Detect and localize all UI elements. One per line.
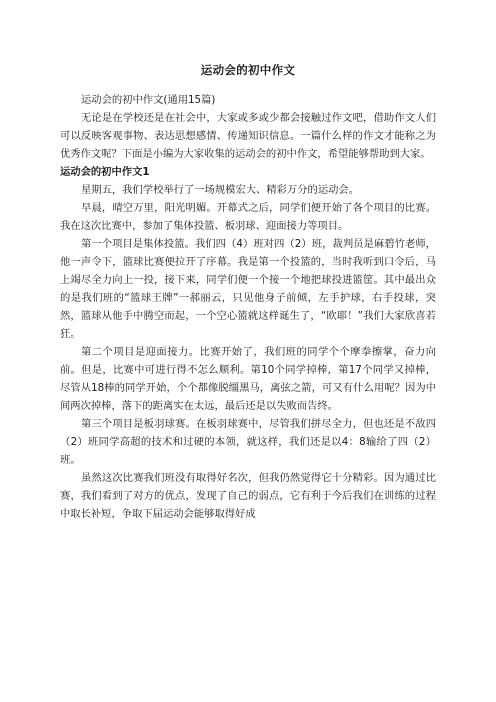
document-title: 运动会的初中作文 (200, 63, 296, 77)
body-paragraph: 星期五，我们学校举行了一场规模宏大、精彩万分的运动会。 (81, 184, 360, 196)
intro-paragraph: 无论是在学校还是在社会中，大家或多或少都会接触过作文吧，借助作文人们可以反映客观事物、表达思想感情、传递知识信息。一篇什么样的作文才能称之为优秀作文呢？下面是小编为大家收集的运动会的初中作文，希望能够帮助到大家。 (60, 112, 436, 160)
document-page (60, 0, 436, 523)
body-paragraph: 第三个项目是板羽球赛。在板羽球赛中，尽管我们拼尽全力，但也还是不敌四（2）班同学高超的技术和过硬的本领，就这样，我们还是以4：8输给了四（2）班。 (60, 418, 436, 466)
body-paragraph: 虽然这次比赛我们班没有取得好名次，但我仍然觉得它十分精彩。因为通过比赛，我们看到了对方的优点，发现了自己的弱点，它有利于今后我们在训练的过程中取长补短，争取下届运动会能够取得好成 (60, 472, 436, 520)
body-paragraph: 第一个项目是集体投篮。我们四（4）班对四（2）班，裁判员是麻碧竹老师，他一声令下，篮球比赛便拉开了序幕。我是第一个投篮的，当时我听到口令后，马上竭尽全力向上一投，接下来，同学们便一个接一个地把球投进篮筐。其中最出众的是我们班的“篮球王牌”一郝丽云，只见他身子前倾，左手护球，右手投球，突然，篮球从他手中腾空而起，一个空心篮就这样诞生了，“欧耶！”我们大家欣喜若狂。 (60, 238, 436, 340)
intro-line: 运动会的初中作文(通用15篇) (81, 94, 216, 106)
body-paragraph: 早晨，晴空万里，阳光明媚。开幕式之后，同学们便开始了各个项目的比赛。我在这次比赛中，参加了集体投篮、板羽球、迎面接力等项目。 (60, 202, 436, 232)
body-paragraph: 第二个项目是迎面接力。比赛开始了，我们班的同学个个摩拳擦掌，奋力向前。但是，比赛中可进行得不怎么顺利。第10个同学掉棒，第17个同学又掉棒，尽管从18棒的同学开始，个个都像脱缰黑马，离弦之箭，可又有什么用呢？因为中间两次掉棒，落下的距离实在太远，最后还是以失败而告终。 (60, 346, 436, 412)
section-heading: 运动会的初中作文1 (60, 166, 150, 178)
document-body (60, 91, 436, 523)
